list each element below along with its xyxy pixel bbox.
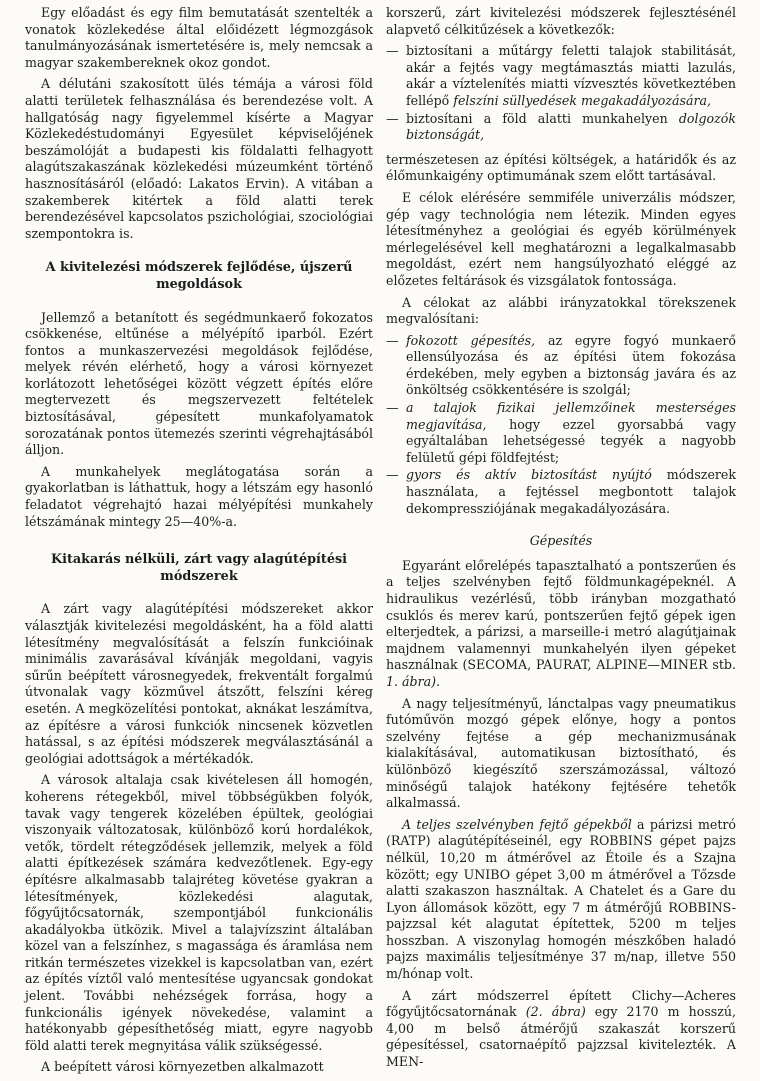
paragraph: Egy előadást és egy film bemutatását szentelték a vonatok közlekedése által előidézett légmozgások tanulmányozásának ismertetésére is, mely nemcsak a magyar szakembereknek okoz gondot. bbox=[25, 5, 373, 70]
trend-list bbox=[386, 333, 736, 518]
paragraph: A délutáni szakosított ülés témája a városi föld alatti területek felhasználása és berendezése volt. A hallgatóság nagy figyelemmel kísérte a Magyar Közlekedéstudományi Egyesület képviselőjének beszámolóját a budapesti kis földalatti felhagyott alagútszakaszának közlekedési múzeumként történő hasznosításáról (előadó: Lakatos Ervin). A vitában a szakemberek kitértek a föld alatti terek berendezésével kapcsolatos pszichológiai, szociológiai szempontokra is. bbox=[25, 76, 373, 241]
paragraph: A zárt módszerrel épített Clichy—Acheres főgyűjtőcsatornának (2. ábra) egy 2170 m hosszú, 4,00 m belső átmérőjű szakaszát korszerű gépesítéssel, csatornaépítő pajzzsal kivitelezték. A MEN- bbox=[386, 987, 736, 1070]
subsection-heading: Gépesítés bbox=[529, 533, 593, 549]
paragraph: E célok elérésére semmiféle univerzális módszer, gép vagy technológia nem létezik. Minden egyes létesítményhez a geológiai és egyéb körülmények mérlegelésével kell meghatározni a legalkalmasabb megoldást, ezért nem hangsúlyozható eléggé az előzetes feltárások és vizsgálatok fontossága. bbox=[386, 189, 736, 288]
list-item: — gyors és aktív biztosítást nyújtó módszerek használata, a fejtéssel megbontott talajok dekompressziójának megakadályozására. bbox=[386, 467, 736, 517]
paragraph: A nagy teljesítményű, lánctalpas vagy pneumatikus futóművön mozgó gépek előnye, hogy a pontos szelvény fejtése a gép mechanizmusának kialakításával, automatikusan biztosítható, és különböző kiegészítő szerszámozással, változó minőségű talajok hatékony fejtésére tehetők alkalmassá. bbox=[386, 695, 736, 811]
right-column bbox=[386, 5, 736, 1076]
section-heading: Kitakarás nélküli, zárt vagy alagútépítési módszerek bbox=[50, 552, 348, 584]
paragraph: korszerű, zárt kivitelezési módszerek fejlesztésénél alapvető célkitűzések a következők: bbox=[386, 5, 736, 37]
paragraph: Jellemző a betanított és segédmunkaerő fokozatos csökkenése, eltűnése a mélyépítő iparból. Ezért fontos a munkaszervezési megoldások fejlődése, melyek révén elérhető, hogy a városi környezet korlátozott lehetőségei között végzett építés előre megtervezett és megszervezett feltételek biztosításával, gépesített munkafolyamatok sorozatának pontos ütemezés szerinti végrehajtásából álljon. bbox=[25, 309, 373, 458]
paragraph: A városok altalaja csak kivételesen áll homogén, koherens rétegekből, mivel többségükben folyók, tavak vagy tengerek közelében épültek, geológiai viszonyaik változatosak, különböző korú hordalékok, vetők, tördelt rétegződések jellemzik, melyek a föld alatti építkezések számára kedvezőtlenek. Egy-egy építésre alkalmasabb talajréteg követése gyakran a létesítmények, közlekedési alagutak, főgyűjtőcsatornák, szempontjából funkcionális akadályokba ütközik. Mivel a talajvízszint általában közel van a felszínhez, s magassága és áramlása nem ritkán természetes vizekkel is kapcsolatban van, ezért az építés víztől való mentesítése ugyancsak gondokat jelent. További nehézségek forrása, hogy a funkcionális igények növekedése, valamint a hatékonyabb gépesíthetőség miatt, egyre nagyobb föld alatti terek megnyitása válik szükségessé. bbox=[25, 772, 373, 1053]
section-heading: A kivitelezési módszerek fejlődése, újszerű megoldások bbox=[45, 260, 353, 292]
list-item: — biztosítani a föld alatti munkahelyen dolgozók biztonságát, bbox=[386, 111, 736, 144]
list-item: — fokozott gépesítés, az egyre fogyó munkaerő ellensúlyozása és az építési ütem fokozása érdekében, mely egyben a biztonság javára és az önköltség csökkentésére is szolgál; bbox=[386, 333, 736, 399]
list-item: — a talajok fizikai jellemzőinek mesterséges megjavítása, hogy ezzel gyorsabbá vagy egyáltalában lehetségessé tegyék a nagyobb felületű gépi földfejtést; bbox=[386, 400, 736, 466]
goal-list bbox=[386, 43, 736, 144]
paragraph: Egyaránt előrelépés tapasztalható a pontszerűen és a teljes szelvényben fejtő földmunkagépeknél. A hidraulikus vezérlésű, több irányban mozgatható csuklós és merev karú, pontszerűen fejtő gépek igen elterjedtek, a párizsi, a marseille-i metró alagútjainak majdnem valamennyi munkahelyén ilyen gépeket használnak (SECOMA, PAURAT, ALPINE—MINER stb. 1. ábra). bbox=[386, 557, 736, 689]
paragraph: A célokat az alábbi irányzatokkal törekszenek megvalósítani: bbox=[386, 294, 736, 327]
paragraph: természetesen az építési költségek, a határidők és az élőmunkaigény optimumának szem előtt tartásával. bbox=[386, 151, 736, 184]
paragraph: A beépített városi környezetben alkalmazott bbox=[41, 1059, 324, 1075]
paragraph: A teljes szelvényben fejtő gépekből a párizsi metró (RATP) alagútépítéseinél, egy ROBBINS gépet pajzs nélkül, 10,20 m átmérővel az Étoile és a Szajna között; egy UNIBO gépet 3,00 m átmérővel a Tőzsde alatti szakaszon használtak. A Chatelet és a Gare du Lyon állomások között, egy 7 m átmérőjű ROBBINS-pajzzsal két alagutat építettek, 5200 m teljes hosszban. A viszonylag homogén mészkőben haladó pajzs maximális teljesítménye 37 m/nap, illetve 550 m/hónap volt. bbox=[386, 816, 736, 982]
list-item: — biztosítani a műtárgy feletti talajok stabilitását, akár a fejtés vagy megtámasztás miatti lazulás, akár a víztelenítés miatti vízvesztés következtében fellépő felszíni süllyedések megakadályozására, bbox=[386, 43, 736, 109]
left-column bbox=[25, 5, 373, 1081]
paragraph: A munkahelyek meglátogatása során a gyakorlatban is láthattuk, hogy a létszám egy hasonló feladatot végrehajtó hazai mélyépítési munkahely létszámának mintegy 25—40%-a. bbox=[25, 463, 373, 529]
paragraph: A zárt vagy alagútépítési módszereket akkor választják kivitelezési megoldásként, ha a föld alatti létesítmény megvalósítását a felszín funkcióinak minimális zavarásával kívánják megoldani, vagyis sűrűn beépített városnegyedek, frekventált forgalmú útvonalak vagy közművel átszőtt, felszíni kéreg esetén. A megközelítési pontokat, aknákat leszámítva, az építésre a városi funkciók nincsenek közvetlen hatással, s az építési módszerek megválasztásánál a geológiai adottságok a mértékadók. bbox=[25, 601, 373, 766]
